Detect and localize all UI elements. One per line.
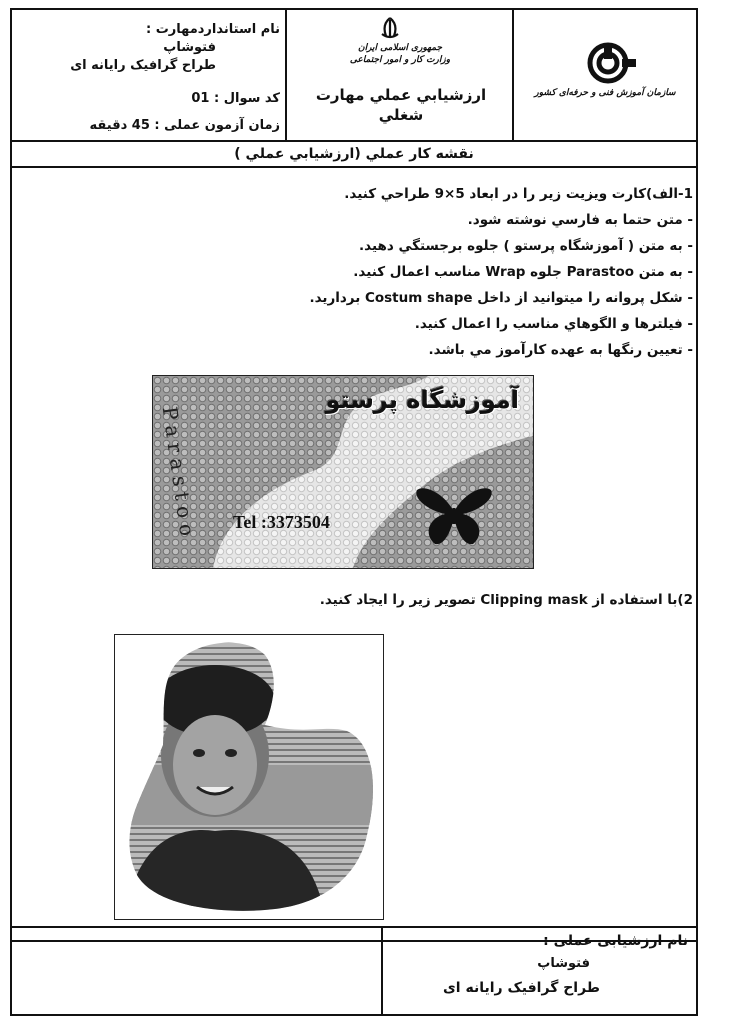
header-col-divider-1 (285, 8, 287, 141)
task1-line-3: - به متن ( آموزشگاه پرستو ) جلوه برجستگي دهيد. (359, 238, 693, 254)
center-title-line2: شغلي (378, 106, 424, 124)
task1-line-6: - فيلترها و الگوهاي مناسب را اعمال كنيد. (414, 316, 693, 332)
footer-skill-title: طراح گرافیک رایانه ای (442, 980, 600, 996)
section-title-divider (10, 166, 698, 168)
card-title: آموزشگاه پرستو (325, 386, 519, 414)
center-title-line1: ارزشيابي عملي مهارت (315, 86, 487, 104)
standard-label: نام استانداردمهارت : (145, 22, 280, 37)
clipping-mask-sample (114, 634, 384, 920)
clipping-mask-art (115, 635, 383, 919)
footer-evaluation-label: نام ارزشیابی عملی : (543, 933, 688, 949)
task1-line-4: - به متن Parastoo جلوه Wrap مناسب اعمال كنيد. (353, 264, 693, 280)
exam-time: زمان آزمون عملی : 45 دقیقه (89, 118, 280, 133)
section-title: نقشه كار عملي (ارزشيابي عملي ) (234, 146, 474, 162)
footer-divider-top (10, 926, 698, 928)
task1-line-2: - متن حتما به فارسي نوشته شود. (467, 212, 693, 228)
business-card-sample (152, 375, 534, 569)
organization-logo-icon (578, 42, 638, 84)
footer-col-divider (381, 927, 383, 1016)
task1-line-1: 1-الف)كارت ويزيت زير را در ابعاد 5×9 طراحي كنيد. (344, 186, 693, 202)
header-col-divider-2 (512, 8, 514, 141)
skill-name: فتوشاپ (163, 40, 216, 55)
card-phone: Tel :3373504 (233, 512, 330, 532)
ministry-caption: جمهوری اسلامی ایران وزارت کار و امور اجتماعی (349, 43, 451, 65)
question-code: کد سوال : 01 (191, 91, 280, 106)
task1-line-5: - شكل پروانه را ميتوانيد از داخل Costum shape بردارید. (309, 290, 693, 306)
iran-emblem-icon (377, 16, 403, 40)
task2-line: 2)با استفاده از Clipping mask تصوير زير را ايجاد كنيد. (319, 592, 693, 608)
header-divider (10, 140, 698, 142)
skill-title: طراح گرافیک رایانه ای (70, 58, 216, 73)
card-wrap-text: Parastoo (157, 404, 201, 544)
butterfly-icon (415, 484, 493, 546)
task1-line-7: - تعيين رنگها به عهده كارآموز مي باشد. (428, 342, 693, 358)
footer-skill-name: فتوشاپ (537, 956, 590, 971)
org-name: سازمان آموزش فنی و حرفه‌ای کشور (534, 88, 676, 98)
